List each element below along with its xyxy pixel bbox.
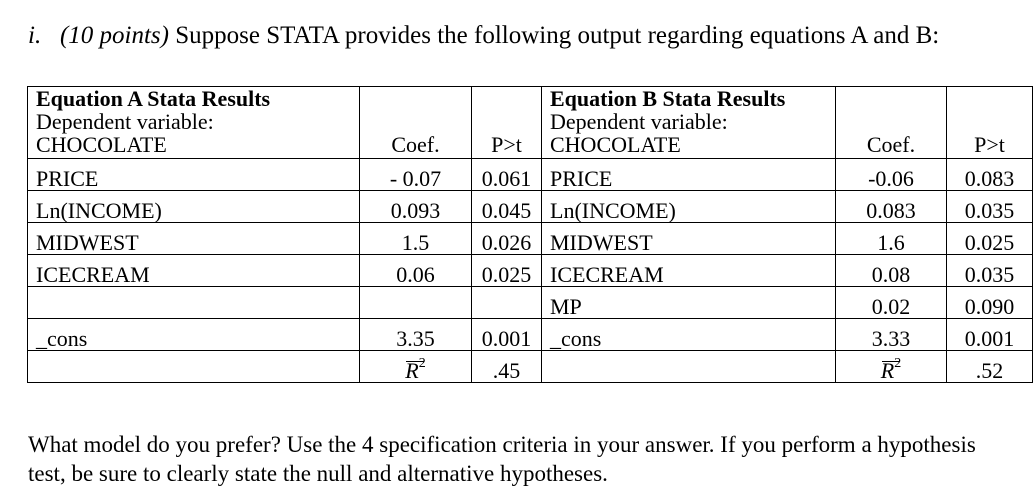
table-row bbox=[28, 287, 1033, 319]
eq-a-dep-var: CHOCOLATE bbox=[36, 132, 167, 158]
eq-b-coef: -0.06 bbox=[836, 159, 947, 191]
stata-results-table bbox=[27, 86, 1033, 383]
eq-b-coef: 3.33 bbox=[836, 319, 947, 351]
eq-a-p-header: P>t bbox=[472, 87, 542, 159]
eq-a-coef: 1.5 bbox=[360, 223, 472, 255]
eq-a-coef: 0.093 bbox=[360, 191, 472, 223]
eq-a-coef: 0.06 bbox=[360, 255, 472, 287]
eq-a-dep-label: Dependent variable: bbox=[36, 109, 214, 135]
eq-a-variable: PRICE bbox=[28, 159, 360, 191]
eq-a-title: Equation A Stata Results bbox=[36, 86, 271, 111]
question-line bbox=[28, 22, 939, 50]
eq-b-variable: Ln(INCOME) bbox=[542, 191, 836, 223]
eq-a-r-squared: .45 bbox=[472, 351, 542, 383]
table-row bbox=[28, 223, 1033, 255]
eq-a-variable: MIDWEST bbox=[28, 223, 360, 255]
r-bar-squared-symbol: $R^2$ bbox=[405, 356, 426, 384]
question-number: i. bbox=[28, 22, 42, 49]
eq-b-pvalue: 0.001 bbox=[947, 319, 1033, 351]
eq-a-coef bbox=[360, 287, 472, 319]
eq-b-coef: 0.02 bbox=[836, 287, 947, 319]
eq-b-coef: 0.083 bbox=[836, 191, 947, 223]
eq-a-rbar-label bbox=[360, 351, 472, 383]
eq-b-empty-cell bbox=[542, 351, 836, 383]
eq-b-header bbox=[542, 87, 836, 159]
eq-a-pvalue: 0.061 bbox=[472, 159, 542, 191]
eq-b-pvalue: 0.083 bbox=[947, 159, 1033, 191]
eq-a-variable: Ln(INCOME) bbox=[28, 191, 360, 223]
eq-a-variable: ICECREAM bbox=[28, 255, 360, 287]
eq-b-variable: MP bbox=[542, 287, 836, 319]
r-bar-squared-symbol: $R^2$ bbox=[880, 356, 902, 384]
eq-b-pvalue: 0.090 bbox=[947, 287, 1033, 319]
eq-b-variable: ICECREAM bbox=[542, 255, 836, 287]
table-row bbox=[28, 159, 1033, 191]
eq-b-pvalue: 0.025 bbox=[947, 223, 1033, 255]
eq-b-coef-header: Coef. bbox=[836, 87, 947, 159]
table-header-row bbox=[28, 87, 1033, 159]
eq-b-p-header: P>t bbox=[947, 87, 1033, 159]
eq-a-variable: _cons bbox=[28, 319, 360, 351]
eq-a-coef: 3.35 bbox=[360, 319, 472, 351]
eq-a-pvalue: 0.026 bbox=[472, 223, 542, 255]
eq-a-variable bbox=[28, 287, 360, 319]
eq-a-pvalue: 0.045 bbox=[472, 191, 542, 223]
eq-a-empty-cell bbox=[28, 351, 360, 383]
table-row bbox=[28, 255, 1033, 287]
eq-b-pvalue: 0.035 bbox=[947, 255, 1033, 287]
eq-b-coef: 0.08 bbox=[836, 255, 947, 287]
eq-b-variable: PRICE bbox=[542, 159, 836, 191]
eq-b-dep-label: Dependent variable: bbox=[550, 109, 728, 135]
eq-a-pvalue: 0.025 bbox=[472, 255, 542, 287]
eq-a-header bbox=[28, 87, 360, 159]
eq-a-coef: - 0.07 bbox=[360, 159, 472, 191]
eq-b-pvalue: 0.035 bbox=[947, 191, 1033, 223]
r-squared-row bbox=[28, 351, 1033, 383]
eq-b-r-squared: .52 bbox=[947, 351, 1033, 383]
eq-a-pvalue bbox=[472, 287, 542, 319]
eq-b-title: Equation B Stata Results bbox=[550, 86, 786, 111]
eq-b-coef: 1.6 bbox=[836, 223, 947, 255]
eq-b-dep-var: CHOCOLATE bbox=[550, 132, 681, 158]
question-points: (10 points) bbox=[59, 22, 169, 49]
eq-b-rbar-label bbox=[836, 351, 947, 383]
eq-b-variable: _cons bbox=[542, 319, 836, 351]
eq-a-coef-header: Coef. bbox=[360, 87, 472, 159]
table-row bbox=[28, 319, 1033, 351]
eq-b-variable: MIDWEST bbox=[542, 223, 836, 255]
eq-a-pvalue: 0.001 bbox=[472, 319, 542, 351]
question-text: Suppose STATA provides the following output regarding equations A and B: bbox=[175, 22, 940, 49]
answer-prompt: What model do you prefer? Use the 4 specification criteria in your answer. If you perform a hypothesis test, be sure to clearly state the null and alternative hypotheses. bbox=[28, 432, 976, 486]
table-row bbox=[28, 191, 1033, 223]
